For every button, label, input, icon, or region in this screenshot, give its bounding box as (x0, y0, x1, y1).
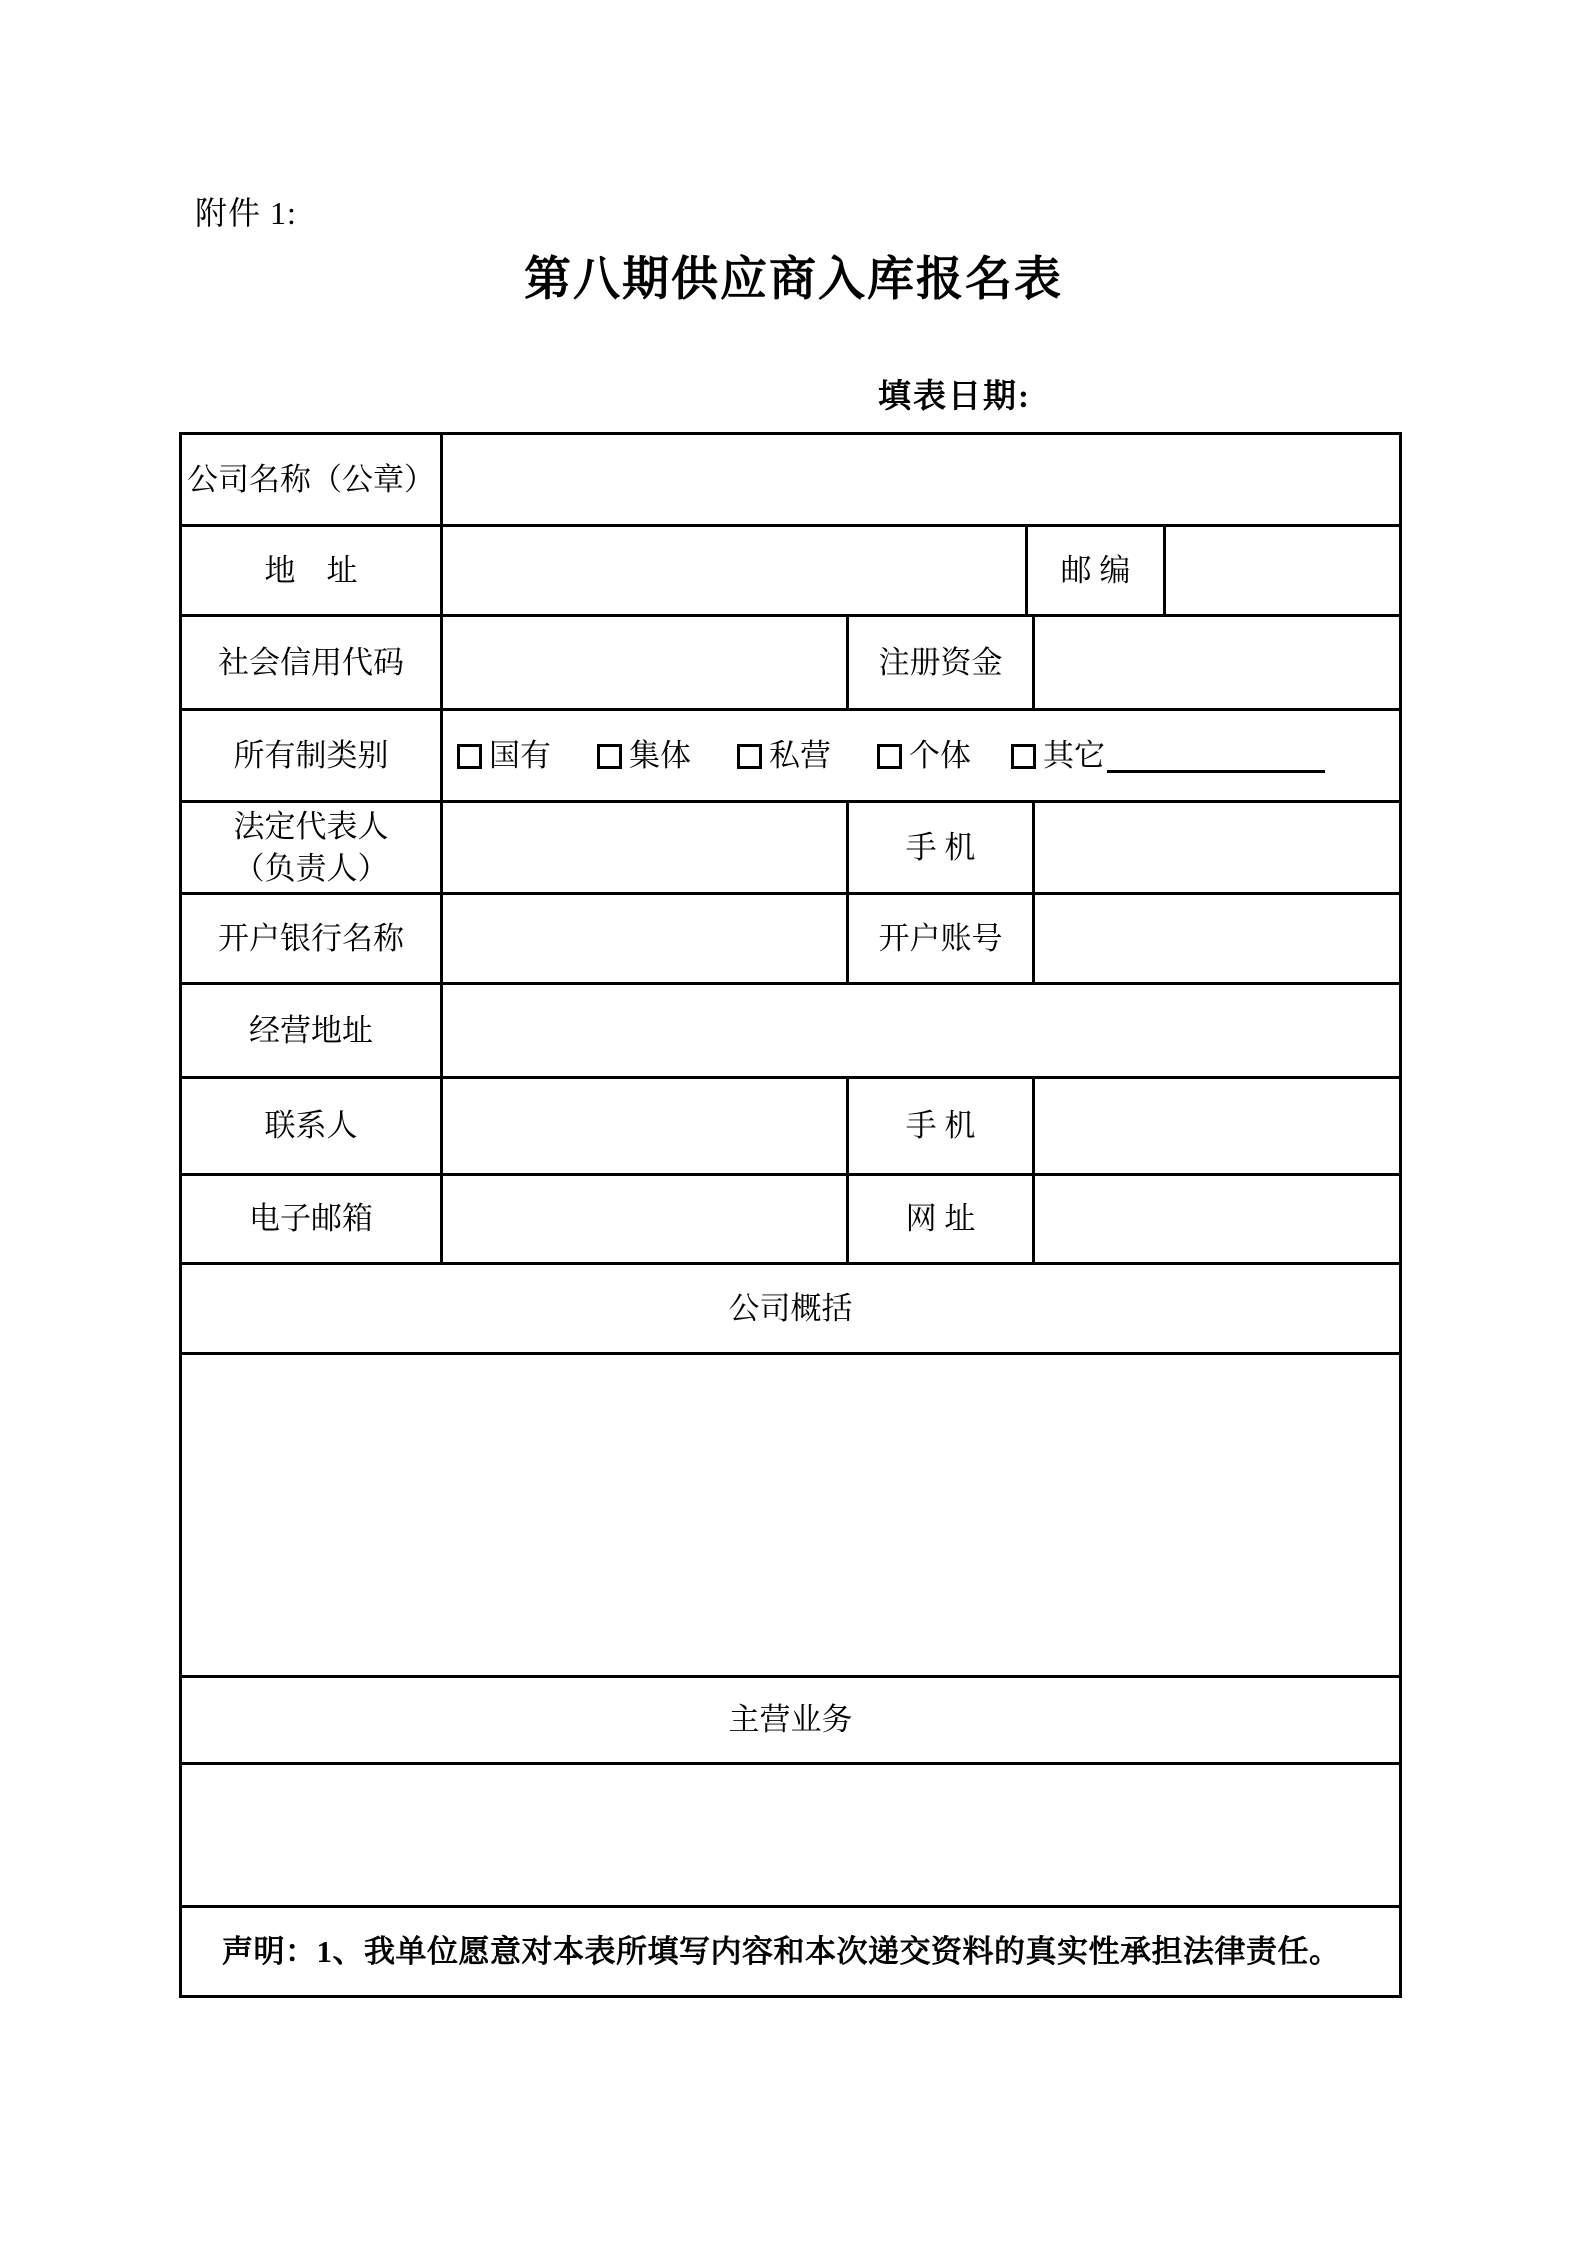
legal-rep-label-line1: 法定代表人 (233, 808, 389, 844)
checkbox-icon[interactable] (597, 744, 622, 769)
table-row (182, 895, 1402, 985)
ownership-option-label: 私营 (769, 737, 831, 773)
ownership-option-label: 国有 (489, 737, 551, 773)
business-address-label: 经营地址 (182, 985, 443, 1079)
contact-person-input-cell[interactable] (443, 1079, 849, 1176)
company-profile-header: 公司概括 (182, 1265, 1402, 1355)
registered-capital-label: 注册资金 (849, 617, 1035, 711)
address-input-cell[interactable] (443, 527, 1028, 617)
ownership-option-other[interactable] (1011, 735, 1325, 777)
checkbox-icon[interactable] (1011, 744, 1036, 769)
legal-rep-mobile-label: 手 机 (849, 803, 1035, 895)
company-name-input-cell[interactable] (443, 435, 1402, 527)
ownership-options-cell (443, 711, 1402, 803)
bank-name-label: 开户银行名称 (182, 895, 443, 985)
table-row (182, 1355, 1402, 1678)
main-business-header: 主营业务 (182, 1678, 1402, 1765)
ownership-option-private[interactable] (737, 735, 831, 777)
email-input-cell[interactable] (443, 1176, 849, 1265)
table-row (182, 617, 1402, 711)
table-row (182, 1265, 1402, 1355)
legal-rep-label-line2: （负责人） (233, 850, 389, 886)
table-row (182, 1908, 1402, 1998)
credit-code-label: 社会信用代码 (182, 617, 443, 711)
contact-person-label: 联系人 (182, 1079, 443, 1176)
checkbox-icon[interactable] (457, 744, 482, 769)
business-address-input-cell[interactable] (443, 985, 1402, 1079)
address-label: 地 址 (182, 527, 443, 617)
table-row (182, 435, 1402, 527)
bank-account-label: 开户账号 (849, 895, 1035, 985)
bank-name-input-cell[interactable] (443, 895, 849, 985)
postal-code-label: 邮 编 (1028, 527, 1166, 617)
postal-code-input-cell[interactable] (1166, 527, 1402, 617)
table-row (182, 711, 1402, 803)
ownership-option-label: 集体 (629, 737, 691, 773)
table-row (182, 985, 1402, 1079)
bank-account-input-cell[interactable] (1035, 895, 1402, 985)
ownership-option-individual[interactable] (877, 735, 971, 777)
website-label: 网 址 (849, 1176, 1035, 1265)
registered-capital-input-cell[interactable] (1035, 617, 1402, 711)
fill-date-label: 填表日期: (878, 379, 1031, 415)
attachment-label: 附件 1: (195, 195, 297, 231)
contact-mobile-label: 手 机 (849, 1079, 1035, 1176)
ownership-option-collective[interactable] (597, 735, 691, 777)
table-row (182, 1765, 1402, 1908)
legal-rep-label (182, 803, 443, 895)
declaration-text: 声明：1、我单位愿意对本表所填写内容和本次递交资料的真实性承担法律责任。 (182, 1908, 1402, 1998)
page-title: 第八期供应商入库报名表 (524, 254, 1063, 306)
table-row (182, 1079, 1402, 1176)
other-fill-line[interactable] (1107, 739, 1325, 773)
ownership-type-label: 所有制类别 (182, 711, 443, 803)
supplier-form-table (179, 432, 1402, 1998)
table-row (182, 803, 1402, 895)
email-label: 电子邮箱 (182, 1176, 443, 1265)
website-input-cell[interactable] (1035, 1176, 1402, 1265)
legal-rep-mobile-input-cell[interactable] (1035, 803, 1402, 895)
table-row (182, 527, 1402, 617)
checkbox-icon[interactable] (737, 744, 762, 769)
contact-mobile-input-cell[interactable] (1035, 1079, 1402, 1176)
checkbox-icon[interactable] (877, 744, 902, 769)
ownership-option-state[interactable] (457, 735, 551, 777)
ownership-option-label: 个体 (909, 737, 971, 773)
credit-code-input-cell[interactable] (443, 617, 849, 711)
table-row (182, 1176, 1402, 1265)
company-name-label: 公司名称（公章） (182, 435, 443, 527)
ownership-option-label: 其它 (1043, 737, 1105, 773)
main-business-input-cell[interactable] (182, 1765, 1402, 1908)
table-row (182, 1678, 1402, 1765)
company-profile-input-cell[interactable] (182, 1355, 1402, 1678)
legal-rep-input-cell[interactable] (443, 803, 849, 895)
